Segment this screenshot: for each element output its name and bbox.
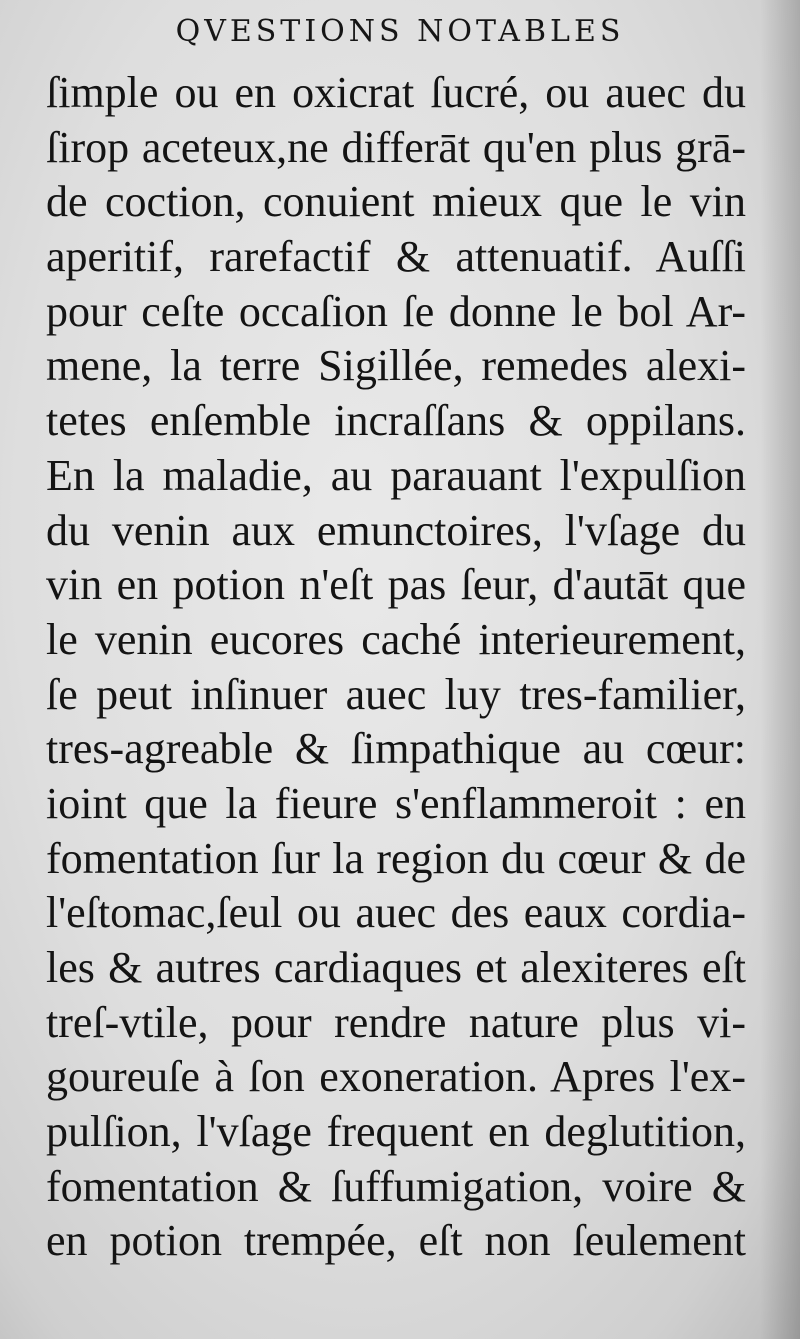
text-line: l'eſtomac,ſeul ou auec des eaux cordia-: [46, 888, 746, 938]
text-line: goureuſe à ſon exoneration. Apres l'ex-: [46, 1052, 746, 1102]
body-text: [46, 66, 746, 1269]
text-line: ioint que la fieure s'enflammeroit : en: [46, 778, 746, 828]
text-line: du venin aux emunctoires, l'vſage du: [46, 505, 746, 555]
text-line: tres-agreable & ſimpathique au cœur:: [46, 724, 746, 774]
text-line: En la maladie, au parauant l'expulſion: [46, 450, 746, 500]
text-line: ſimple ou en oxicrat ſucré, ou auec du: [46, 68, 746, 117]
text-line: vin en potion n'eſt pas ſeur, d'autāt que: [46, 560, 746, 610]
text-line: les & autres cardiaques et alexiteres eſt: [46, 943, 746, 992]
text-line: en potion trempée, eſt non ſeulement: [46, 1216, 746, 1266]
running-title: QVESTIONS NOTABLES: [175, 14, 625, 49]
text-line: fomentation & ſuffumigation, voire &: [46, 1161, 746, 1211]
text-line: pour ceſte occaſion ſe donne le bol Ar-: [46, 286, 746, 336]
text-line: de coction, conuient mieux que le vin: [46, 177, 746, 227]
text-line: treſ-vtile, pour rendre nature plus vi-: [46, 997, 746, 1047]
text-line: pulſion, l'vſage frequent en deglutition,: [46, 1107, 746, 1157]
text-line: mene, la terre Sigillée, remedes alexi-: [46, 341, 746, 391]
text-line: tetes enſemble incraſſans & oppilans.: [46, 396, 746, 446]
text-line: le venin eucores caché interieurement,: [46, 614, 746, 664]
text-line: fomentation ſur la region du cœur & de: [46, 833, 746, 883]
text-line: aperitif, rarefactif & attenuatif. Auſſi: [46, 232, 746, 282]
page-edge-shadow: [760, 0, 800, 1339]
text-line: ſe peut inſinuer auec luy tres-familier,: [46, 669, 746, 719]
text-line: ſirop aceteux,ne differāt qu'en plus grā-: [46, 122, 746, 172]
